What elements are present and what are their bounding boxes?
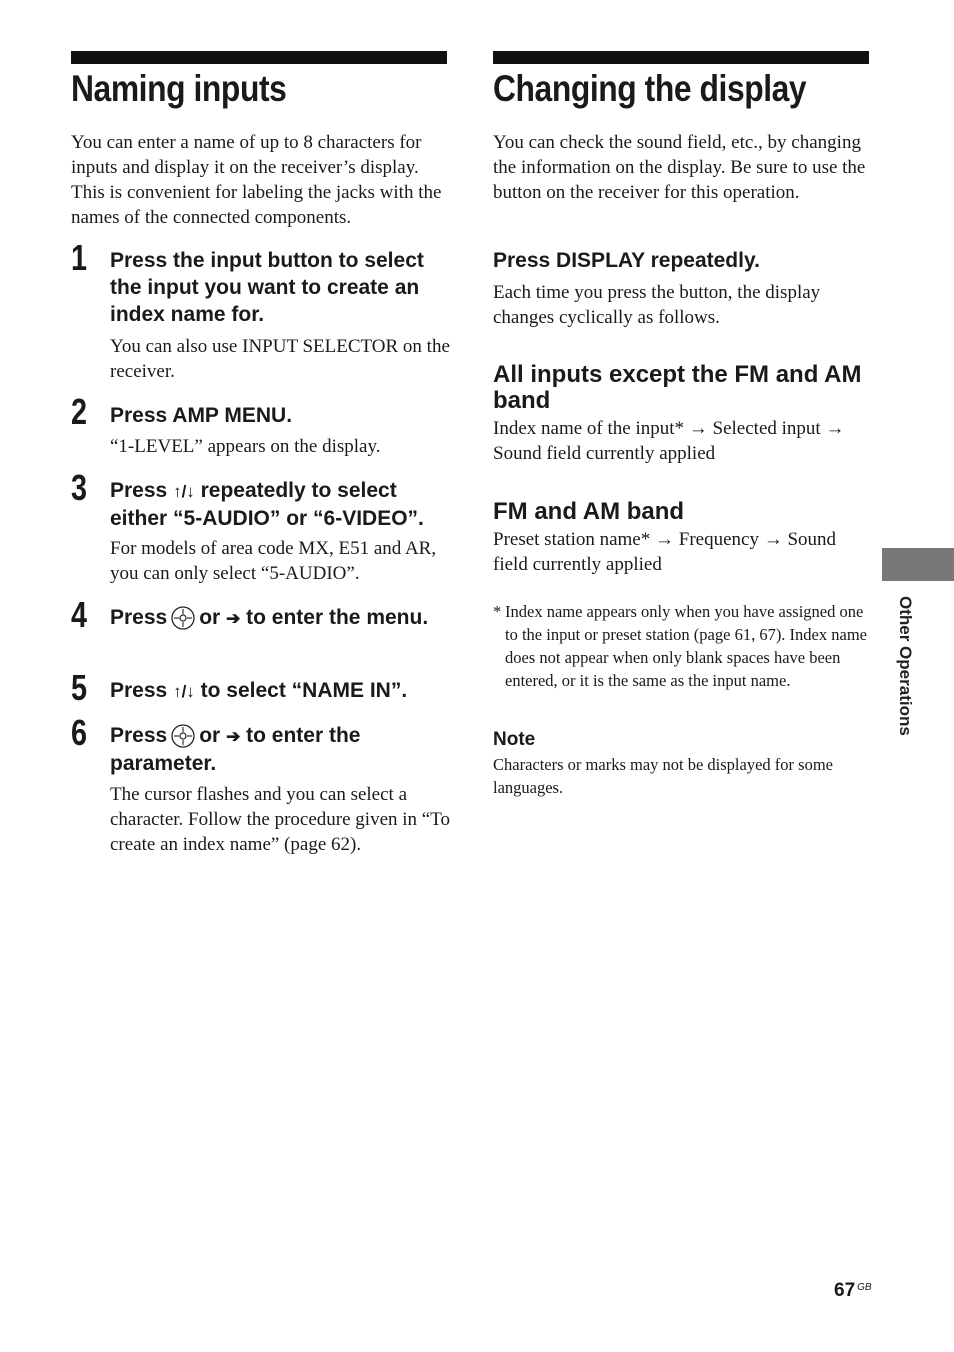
step-6-body: The cursor flashes and you can select a character. Follow the procedure given in “To create an index name” (page 62). xyxy=(110,784,451,855)
note-heading: Note xyxy=(493,729,536,750)
step-number-5: 5 xyxy=(71,667,88,708)
flow-arrow-icon: → xyxy=(763,529,783,550)
intro-paragraph-left: You can enter a name of up to 8 characters for inputs and display it on the receiver’s display. This is convenient for labeling the jacks with the names of the connected components. xyxy=(71,132,442,228)
step-1-body: You can also use INPUT SELECTOR on the receiver. xyxy=(110,336,450,382)
up-down-arrows-icon: ↑/↓ xyxy=(173,682,195,701)
flow-arrow-icon: → xyxy=(655,529,674,550)
section-rule-right xyxy=(493,51,869,64)
step-number-4: 4 xyxy=(71,594,88,635)
step-6-title: Press or ➔ to enter the parameter. xyxy=(110,724,361,775)
up-down-arrows-icon: ↑/↓ xyxy=(173,482,195,501)
all-inputs-flow: Index name of the input* → Selected input → Sound field currently applied xyxy=(493,418,845,464)
right-arrow-icon: ➔ xyxy=(226,727,241,746)
section-tab-label: Other Operations xyxy=(896,596,915,736)
right-arrow-icon: ➔ xyxy=(226,609,241,628)
fm-am-flow: Preset station name* → Frequency → Sound field currently applied xyxy=(493,529,837,575)
fm-am-heading: FM and AM band xyxy=(493,498,685,525)
step-3-title: Press ↑/↓ repeatedly to select either “5-AUDIO” or “6-VIDEO”. xyxy=(110,479,424,530)
flow-arrow-icon: → xyxy=(825,418,845,439)
step-2-title: Press AMP MENU. xyxy=(110,404,293,427)
note-body: Characters or marks may not be displayed for some languages. xyxy=(493,755,833,797)
press-display-heading: Press DISPLAY repeatedly. xyxy=(493,249,760,272)
step-number-1: 1 xyxy=(71,237,88,278)
flow-arrow-icon: → xyxy=(688,418,708,439)
step-4-title: Press or ➔ to enter the menu. xyxy=(110,606,429,629)
page-title-naming-inputs: Naming inputs xyxy=(71,68,287,109)
intro-paragraph-right: You can check the sound field, etc., by changing the information on the display. Be sure to use the button on the receiver for this operation. xyxy=(493,132,866,203)
step-3-body: For models of area code MX, E51 and AR, you can only select “5-AUDIO”. xyxy=(110,538,437,584)
step-2-body: “1-LEVEL” appears on the display. xyxy=(110,436,381,457)
page-number: 67 $^{GB}$ xyxy=(834,1280,872,1301)
footnote-mark: * xyxy=(493,602,502,621)
all-inputs-heading: All inputs except the FM and AM band xyxy=(493,361,862,414)
section-rule-left xyxy=(71,51,447,64)
step-number-3: 3 xyxy=(71,467,88,508)
enter-button-icon xyxy=(171,606,195,630)
step-number-6: 6 xyxy=(71,712,88,753)
press-display-body: Each time you press the button, the display changes cyclically as follows. xyxy=(493,282,821,328)
footnote-text: Index name appears only when you have assigned one to the input or preset station (page 61, 67). Index name does not appear when only blank spaces have been entered, or it is the same as the input name. xyxy=(505,602,867,690)
step-5-title: Press ↑/↓ to select “NAME IN”. xyxy=(110,679,408,702)
section-tab-marker xyxy=(882,548,954,581)
page-title-changing-display: Changing the display xyxy=(493,68,807,109)
step-1-title: Press the input button to select the input you want to create an index name for. xyxy=(110,249,424,326)
step-number-2: 2 xyxy=(71,391,88,432)
enter-button-icon xyxy=(171,724,195,748)
